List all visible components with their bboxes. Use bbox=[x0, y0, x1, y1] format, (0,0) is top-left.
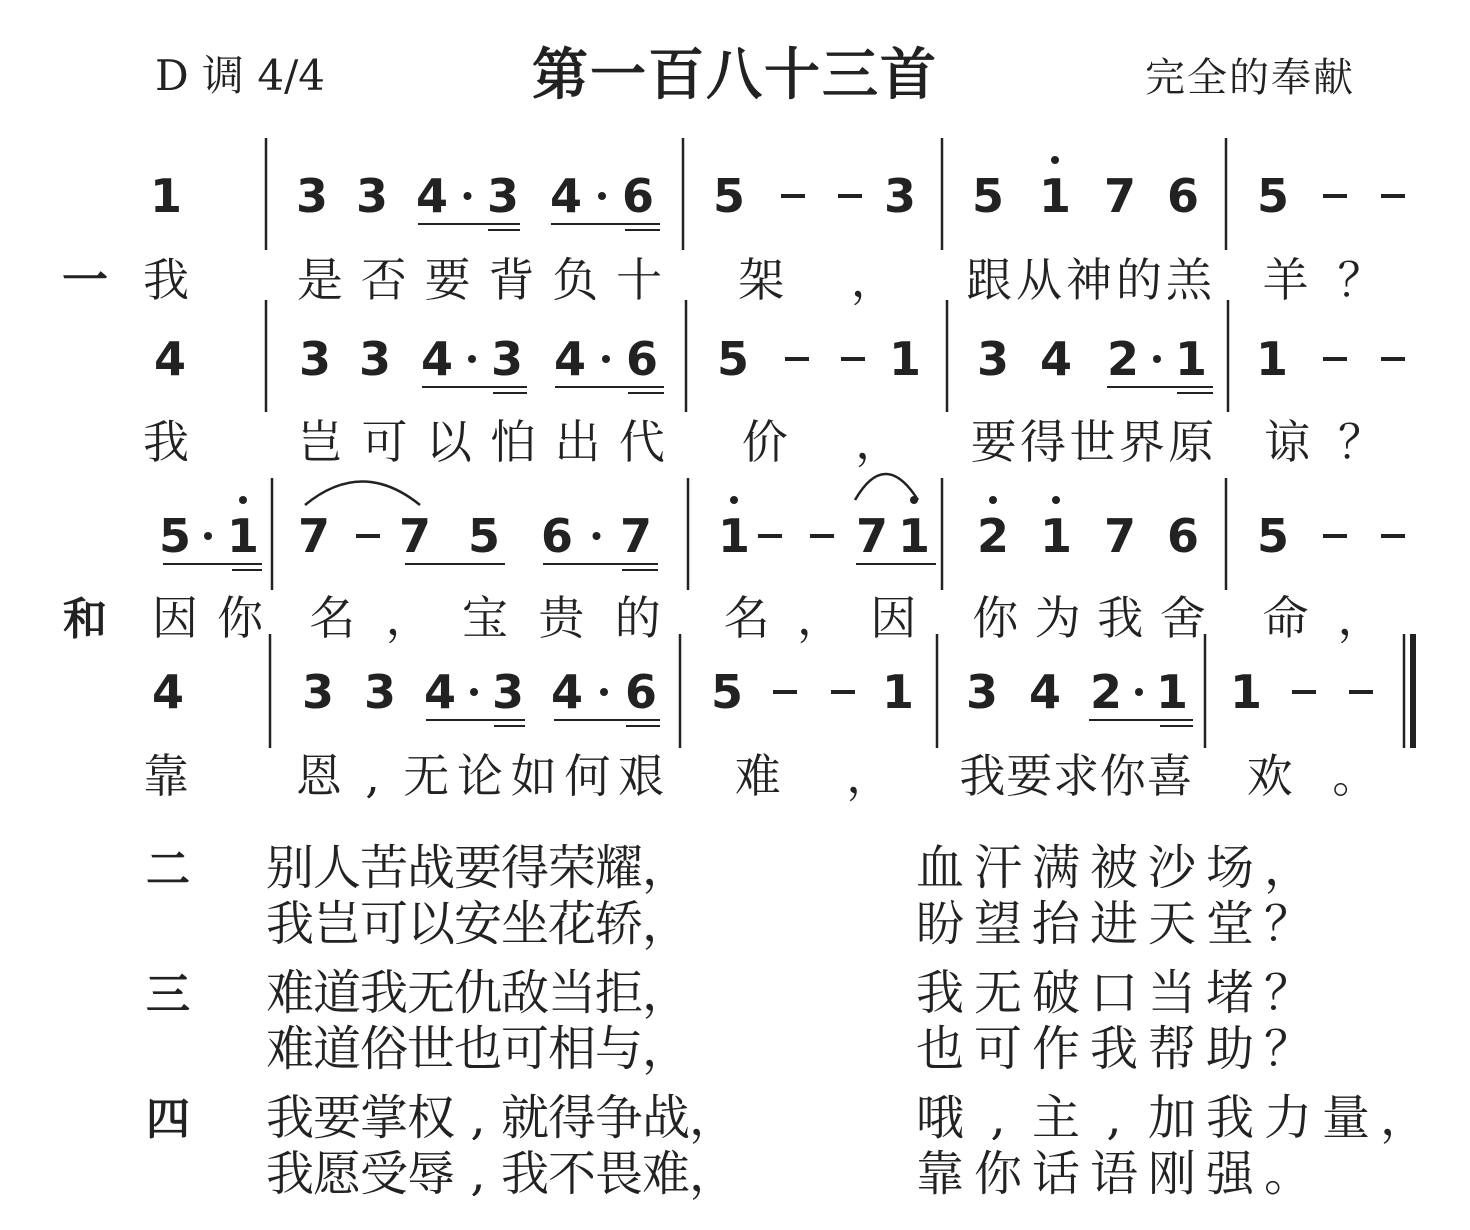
note-digit: 1 bbox=[1174, 332, 1208, 386]
lyric-char: 贵 bbox=[538, 591, 585, 645]
lyric-char: 舍 bbox=[1159, 591, 1206, 645]
note-digit: 5 bbox=[1256, 169, 1290, 223]
note-digit: 1 bbox=[226, 509, 260, 563]
lyric-char: 。 bbox=[1332, 749, 1379, 803]
verse-char: ， bbox=[1379, 1090, 1429, 1146]
lyric-char: 以 bbox=[425, 415, 472, 469]
verse-char: 刚 bbox=[1147, 1146, 1197, 1202]
verse-char: , bbox=[470, 1146, 486, 1202]
duration-dot bbox=[598, 192, 606, 200]
verse-char: ， bbox=[641, 896, 691, 952]
verse-number: 四 bbox=[146, 1094, 190, 1145]
verse-char: 掌 bbox=[359, 1090, 409, 1146]
lyric-char: 因 bbox=[152, 591, 198, 645]
verse-char: ， bbox=[1263, 840, 1313, 896]
octave-dot bbox=[730, 496, 738, 504]
verse-char: 敌 bbox=[500, 965, 550, 1021]
verse-char: 愿 bbox=[312, 1146, 362, 1202]
verse-char: 强 bbox=[1205, 1146, 1255, 1202]
note-digit: 7 bbox=[1103, 169, 1137, 223]
lyric-verse-marker: 一 bbox=[62, 253, 108, 307]
duration-dot bbox=[1135, 688, 1143, 696]
note-digit: 5 bbox=[712, 169, 746, 223]
verse-char: 难 bbox=[641, 1146, 691, 1202]
note-digit: 1 bbox=[1039, 509, 1073, 563]
note-digit: 3 bbox=[363, 665, 397, 719]
verse-char: 花 bbox=[547, 896, 597, 952]
verse-char: 可 bbox=[359, 896, 409, 952]
lyric-char: 论 bbox=[457, 749, 503, 803]
lyric-char: 名 bbox=[723, 591, 770, 645]
note-digit: 3 bbox=[298, 332, 332, 386]
verse-char: 我 bbox=[500, 1146, 550, 1202]
lyric-char: 我 bbox=[143, 415, 189, 469]
verse-number: 二 bbox=[146, 844, 190, 895]
lyric-char: 你 bbox=[972, 591, 1019, 645]
verse-char: 话 bbox=[1031, 1146, 1081, 1202]
lyric-char: 架 bbox=[738, 253, 785, 307]
lyric-char: 羊 bbox=[1262, 253, 1309, 307]
verse-char: 汗 bbox=[973, 840, 1023, 896]
verse-char: 坐 bbox=[500, 896, 550, 952]
verse-char: 俗 bbox=[359, 1021, 409, 1077]
verse-char: 畏 bbox=[594, 1146, 644, 1202]
note-digit: 4 bbox=[415, 169, 449, 223]
note-digit: 4 bbox=[420, 332, 454, 386]
verse-char: 力 bbox=[1263, 1090, 1313, 1146]
note-digit: 3 bbox=[358, 332, 392, 386]
note-digit: 3 bbox=[965, 665, 999, 719]
lyric-char: ？ bbox=[1338, 415, 1384, 469]
note-digit: 4 bbox=[1028, 665, 1062, 719]
lyric-char: ， bbox=[385, 591, 432, 645]
lyric-char: 艰 bbox=[618, 749, 665, 803]
verse-char: 战 bbox=[406, 840, 456, 896]
verse-char: 可 bbox=[973, 1021, 1023, 1077]
lyric-char: 负 bbox=[552, 253, 599, 307]
note-digit: 5 bbox=[467, 509, 501, 563]
lyric-char: 是 bbox=[296, 253, 343, 307]
note-digit: 6 bbox=[624, 665, 658, 719]
octave-dot bbox=[989, 496, 997, 504]
verse-char: 人 bbox=[312, 840, 362, 896]
verse-char: ， bbox=[641, 1021, 691, 1077]
lyric-char: 要 bbox=[970, 415, 1017, 469]
verse-char: 被 bbox=[1089, 840, 1139, 896]
lyric-char: 恩 bbox=[295, 749, 342, 803]
verse-char: 助 bbox=[1205, 1021, 1255, 1077]
note-digit: 3 bbox=[883, 169, 917, 223]
verse-char: 难 bbox=[265, 965, 315, 1021]
verse-char: 相 bbox=[547, 1021, 597, 1077]
verse-char: ， bbox=[688, 1090, 738, 1146]
verse-char: 难 bbox=[265, 1021, 315, 1077]
lyric-char: 因 bbox=[870, 591, 917, 645]
note-digit: 2 bbox=[1089, 665, 1123, 719]
note-digit: 1 bbox=[1155, 665, 1189, 719]
note-digit: 4 bbox=[151, 665, 185, 719]
lyric-char: 跟 bbox=[966, 253, 1012, 307]
lyric-char: 要 bbox=[424, 253, 471, 307]
verse-char: 加 bbox=[1147, 1090, 1197, 1146]
verse-char: 道 bbox=[312, 965, 362, 1021]
duration-dot bbox=[593, 532, 601, 540]
duration-dot bbox=[602, 355, 610, 363]
lyric-char: 何 bbox=[564, 749, 611, 803]
note-digit: 3 bbox=[976, 332, 1010, 386]
verse-char: 无 bbox=[973, 965, 1023, 1021]
verse-char: 与 bbox=[594, 1021, 644, 1077]
lyric-char: 出 bbox=[554, 415, 601, 469]
verse-char: 要 bbox=[312, 1090, 362, 1146]
duration-dot bbox=[464, 192, 472, 200]
verse-char: 也 bbox=[453, 1021, 503, 1077]
verse-char: 岂 bbox=[312, 896, 362, 952]
verse-char: 争 bbox=[594, 1090, 644, 1146]
lyric-char: 代 bbox=[618, 415, 665, 469]
verse-char: 靠 bbox=[915, 1146, 965, 1202]
lyric-char: 十 bbox=[616, 253, 663, 307]
verse-char: 得 bbox=[547, 1090, 597, 1146]
lyric-char: 我 bbox=[1097, 591, 1144, 645]
verse-char: , bbox=[470, 1090, 486, 1146]
verse-char: 场 bbox=[1205, 840, 1255, 896]
verse-char: ？ bbox=[1263, 1021, 1313, 1077]
verse-char: 沙 bbox=[1147, 840, 1197, 896]
verse-char: 当 bbox=[547, 965, 597, 1021]
lyric-char: 界 bbox=[1118, 415, 1165, 469]
lyric-char: 为 bbox=[1034, 591, 1081, 645]
verse-char: 战 bbox=[641, 1090, 691, 1146]
verse-char: 不 bbox=[547, 1146, 597, 1202]
verse-char: 语 bbox=[1089, 1146, 1139, 1202]
verse-char: 望 bbox=[973, 896, 1023, 952]
verse-char: 堂 bbox=[1205, 896, 1255, 952]
lyric-char: 得 bbox=[1020, 415, 1067, 469]
verse-char: 破 bbox=[1031, 965, 1081, 1021]
verse-char: 权 bbox=[406, 1090, 456, 1146]
verse-char: 我 bbox=[1205, 1090, 1255, 1146]
lyric-char: 价 bbox=[741, 415, 788, 469]
duration-dot bbox=[1153, 355, 1161, 363]
duration-dot bbox=[468, 355, 476, 363]
octave-dot bbox=[1052, 496, 1060, 504]
note-digit: 7 bbox=[1103, 509, 1137, 563]
verse-char: 天 bbox=[1147, 896, 1197, 952]
verse-char: 就 bbox=[500, 1090, 550, 1146]
verse-char: 也 bbox=[915, 1021, 965, 1077]
verse-char: 受 bbox=[359, 1146, 409, 1202]
lyric-char: ， bbox=[846, 749, 893, 803]
verse-char: 耀 bbox=[594, 840, 644, 896]
note-digit: 2 bbox=[1106, 332, 1140, 386]
note-digit: 3 bbox=[486, 169, 520, 223]
lyric-char: 否 bbox=[360, 253, 407, 307]
note-digit: 5 bbox=[971, 169, 1005, 223]
note-digit: 1 bbox=[1229, 665, 1263, 719]
verse-char: 辱 bbox=[406, 1146, 456, 1202]
verse-char: 。 bbox=[1263, 1146, 1313, 1202]
lyric-char: 我 bbox=[143, 253, 189, 307]
verse-char: 我 bbox=[915, 965, 965, 1021]
verse-char: 抬 bbox=[1031, 896, 1081, 952]
note-digit: 4 bbox=[423, 665, 457, 719]
note-digit: 3 bbox=[491, 665, 525, 719]
verse-char: 拒 bbox=[594, 965, 644, 1021]
verse-char: 量 bbox=[1321, 1090, 1371, 1146]
note-digit: 4 bbox=[1039, 332, 1073, 386]
verse-char: 荣 bbox=[547, 840, 597, 896]
lyric-char: 从 bbox=[1016, 253, 1062, 307]
verse-char: 你 bbox=[973, 1146, 1023, 1202]
note-digit: 7 bbox=[619, 509, 653, 563]
verse-char: 帮 bbox=[1147, 1021, 1197, 1077]
lyric-char: 你 bbox=[217, 591, 263, 645]
note-digit: 7 bbox=[398, 509, 432, 563]
note-digit: 4 bbox=[553, 332, 587, 386]
verse-char: ？ bbox=[1263, 896, 1313, 952]
lyric-char: 的 bbox=[614, 591, 661, 645]
note-digit: 6 bbox=[621, 169, 655, 223]
lyric-char: 无 bbox=[403, 749, 450, 803]
hymn-subtitle: 完全的奉献 bbox=[1145, 55, 1355, 101]
note-digit: 5 bbox=[716, 332, 750, 386]
note-digit: 6 bbox=[540, 509, 574, 563]
verse-char: ， bbox=[641, 965, 691, 1021]
lyric-char: ， bbox=[797, 591, 843, 645]
duration-dot bbox=[204, 532, 212, 540]
tie-arc bbox=[855, 474, 918, 500]
verse-char: 堵 bbox=[1205, 965, 1255, 1021]
lyric-char: 要 bbox=[1006, 749, 1053, 803]
lyric-char: 世 bbox=[1069, 415, 1116, 469]
lyric-char: 靠 bbox=[143, 749, 189, 803]
verse-char: , bbox=[1106, 1090, 1122, 1146]
lyric-char: 求 bbox=[1053, 749, 1099, 803]
lyric-char: 谅 bbox=[1264, 415, 1310, 469]
lyric-char: 怕 bbox=[490, 415, 537, 469]
octave-dot bbox=[1051, 156, 1059, 164]
note-digit: 3 bbox=[490, 332, 524, 386]
note-digit: 1 bbox=[717, 509, 751, 563]
verse-char: 哦 bbox=[915, 1090, 965, 1146]
note-digit: 2 bbox=[976, 509, 1010, 563]
verse-char: 我 bbox=[265, 896, 315, 952]
verse-char: 主 bbox=[1031, 1090, 1081, 1146]
lyric-verse-marker: 和 bbox=[63, 594, 107, 645]
key-signature: D 调 4/4 bbox=[155, 51, 325, 100]
lyric-char: 背 bbox=[488, 253, 535, 307]
lyric-char: 可 bbox=[361, 415, 408, 469]
verse-char: 血 bbox=[915, 840, 965, 896]
octave-dot bbox=[239, 496, 247, 504]
lyric-char: 我 bbox=[959, 749, 1006, 803]
verse-char: 安 bbox=[453, 896, 503, 952]
note-digit: 4 bbox=[153, 332, 187, 386]
verse-char: 可 bbox=[500, 1021, 550, 1077]
verse-char: 我 bbox=[359, 965, 409, 1021]
duration-dot bbox=[470, 688, 478, 696]
lyric-char: 喜 bbox=[1146, 749, 1193, 803]
lyric-char: 原 bbox=[1168, 415, 1215, 469]
verse-char: 我 bbox=[265, 1146, 315, 1202]
note-digit: 1 bbox=[888, 332, 922, 386]
note-digit: 7 bbox=[855, 509, 889, 563]
verse-char: ， bbox=[688, 1146, 738, 1202]
note-digit: 5 bbox=[158, 509, 192, 563]
verse-char: , bbox=[990, 1090, 1006, 1146]
lyric-char: 宝 bbox=[462, 591, 508, 645]
lyric-char: 如 bbox=[510, 749, 557, 803]
verse-char: 我 bbox=[1089, 1021, 1139, 1077]
lyric-char: 难 bbox=[734, 749, 781, 803]
note-digit: 1 bbox=[149, 169, 183, 223]
verse-char: 我 bbox=[265, 1090, 315, 1146]
note-digit: 5 bbox=[710, 665, 744, 719]
lyric-char: 岂 bbox=[297, 415, 344, 469]
verse-char: 无 bbox=[406, 965, 456, 1021]
lyric-char: ， bbox=[1337, 591, 1384, 645]
note-digit: 4 bbox=[549, 169, 583, 223]
verse-char: ？ bbox=[1263, 965, 1313, 1021]
note-digit: 3 bbox=[295, 169, 329, 223]
note-digit: 6 bbox=[1166, 169, 1200, 223]
note-digit: 6 bbox=[625, 332, 659, 386]
lyric-char: 神 bbox=[1066, 253, 1112, 307]
verse-char: 口 bbox=[1089, 965, 1139, 1021]
verse-char: 要 bbox=[453, 840, 503, 896]
verse-char: 苦 bbox=[359, 840, 409, 896]
note-digit: 6 bbox=[1166, 509, 1200, 563]
tie-arc bbox=[305, 482, 420, 506]
note-digit: 1 bbox=[881, 665, 915, 719]
verse-char: 别 bbox=[265, 840, 315, 896]
verse-char: 盼 bbox=[915, 896, 965, 952]
verse-char: 世 bbox=[406, 1021, 456, 1077]
verse-char: 作 bbox=[1031, 1021, 1081, 1077]
verse-char: 进 bbox=[1089, 896, 1139, 952]
verse-char: 轿 bbox=[594, 896, 644, 952]
note-digit: 7 bbox=[297, 509, 331, 563]
lyric-char: 的 bbox=[1116, 253, 1162, 307]
lyric-char: , bbox=[365, 749, 380, 803]
verse-char: ， bbox=[641, 840, 691, 896]
verse-char: 道 bbox=[312, 1021, 362, 1077]
lyric-char: ， bbox=[855, 415, 902, 469]
note-digit: 1 bbox=[1038, 169, 1072, 223]
note-digit: 3 bbox=[301, 665, 335, 719]
verse-char: 以 bbox=[406, 896, 456, 952]
lyric-char: 你 bbox=[1099, 749, 1146, 803]
note-digit: 1 bbox=[1255, 332, 1289, 386]
lyric-char: ， bbox=[850, 253, 897, 307]
lyric-char: ？ bbox=[1337, 253, 1384, 307]
verse-char: 仇 bbox=[453, 965, 503, 1021]
lyric-char: 名 bbox=[309, 591, 356, 645]
note-digit: 4 bbox=[550, 665, 584, 719]
verse-char: 满 bbox=[1031, 840, 1081, 896]
hymn-title: 第一百八十三首 bbox=[532, 43, 938, 108]
lyric-char: 羔 bbox=[1166, 253, 1212, 307]
duration-dot bbox=[600, 688, 608, 696]
note-digit: 5 bbox=[1256, 509, 1290, 563]
lyric-char: 命 bbox=[1262, 591, 1309, 645]
verse-number: 三 bbox=[146, 969, 190, 1020]
note-digit: 1 bbox=[897, 509, 931, 563]
verse-char: 当 bbox=[1147, 965, 1197, 1021]
verse-char: 得 bbox=[500, 840, 550, 896]
note-digit: 3 bbox=[355, 169, 389, 223]
lyric-char: 欢 bbox=[1246, 749, 1293, 803]
